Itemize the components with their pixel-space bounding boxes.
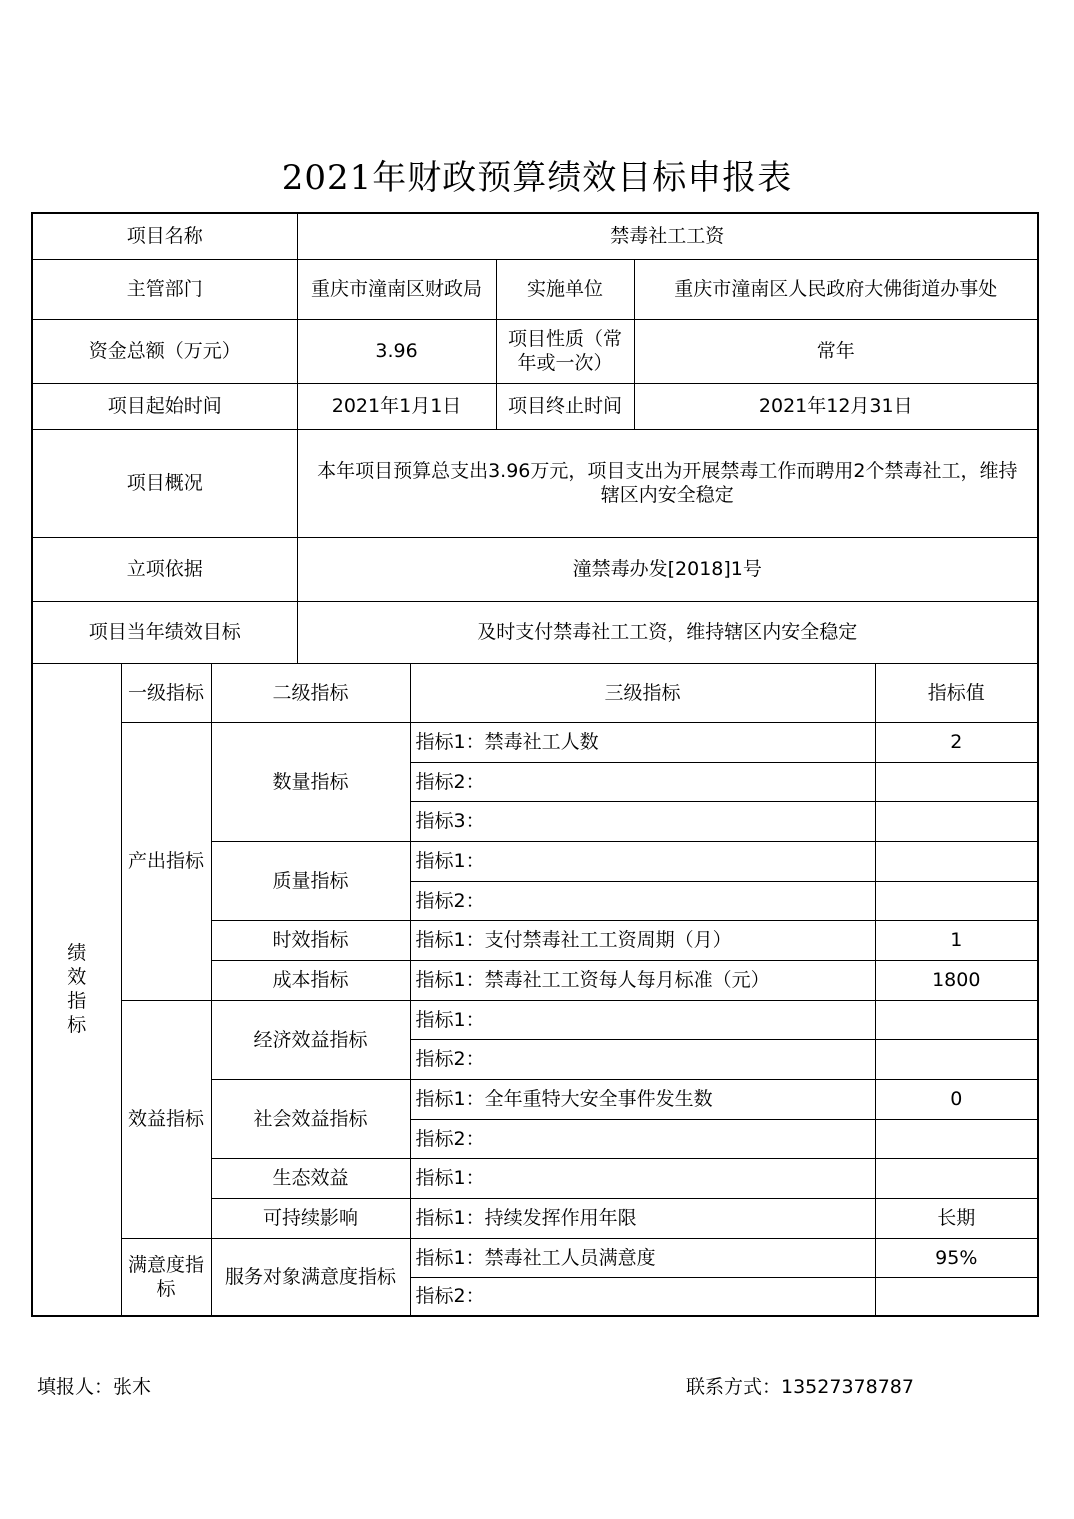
header-level1: 一级指标 [121,663,211,722]
indicator-name: 指标1： [410,841,875,881]
output-indicators-label: 产出指标 [121,722,211,1000]
indicator-value [875,841,1038,881]
indicator-value: 长期 [875,1198,1038,1238]
service-satisfaction-label: 服务对象满意度指标 [211,1238,410,1316]
indicator-name: 指标2： [410,881,875,920]
implementer-label: 实施单位 [496,259,634,319]
overview-label: 项目概况 [32,429,297,537]
satisfaction-indicators-label: 满意度指标 [121,1238,211,1316]
indicator-name: 指标2： [410,1119,875,1158]
indicator-value [875,1277,1038,1316]
social-indicators-label: 社会效益指标 [211,1079,410,1158]
indicator-name: 指标1： [410,1000,875,1039]
indicator-value: 1800 [875,960,1038,1000]
overview-value: 本年项目预算总支出3.96万元，项目支出为开展禁毒工作而聘用2个禁毒社工，维持辖区内安全稳定 [297,429,1038,537]
implementer-value: 重庆市潼南区人民政府大佛街道办事处 [634,259,1038,319]
basis-row [32,537,1038,601]
nature-label: 项目性质（常年或一次） [496,319,634,383]
indicator-value [875,801,1038,841]
indicator-name: 指标1：禁毒社工人员满意度 [410,1238,875,1277]
goal-value: 及时支付禁毒社工工资，维持辖区内安全稳定 [297,601,1038,663]
department-row [32,259,1038,319]
economic-indicators-label: 经济效益指标 [211,1000,410,1079]
indicator-value [875,1119,1038,1158]
goal-label: 项目当年绩效目标 [32,601,297,663]
overview-row [32,429,1038,537]
indicator-value: 0 [875,1079,1038,1119]
end-value: 2021年12月31日 [634,383,1038,429]
ecological-indicators-label: 生态效益 [211,1158,410,1198]
header-value: 指标值 [875,663,1038,722]
indicator-name: 指标1：持续发挥作用年限 [410,1198,875,1238]
time-row [32,383,1038,429]
indicator-name: 指标1： [410,1158,875,1198]
indicator-name: 指标2： [410,1277,875,1316]
indicator-value [875,1039,1038,1079]
funds-row [32,319,1038,383]
project-name-label: 项目名称 [32,213,297,259]
indicator-row [32,722,1038,762]
indicator-value [875,881,1038,920]
indicator-header-row [32,663,1038,722]
basis-value: 潼禁毒办发[2018]1号 [297,537,1038,601]
performance-indicators-text: 绩效指标 [67,942,87,1037]
indicator-value: 1 [875,920,1038,960]
indicator-name: 指标1：禁毒社工工资每人每月标准（元） [410,960,875,1000]
benefit-indicators-label: 效益指标 [121,1000,211,1238]
indicator-name: 指标1：全年重特大安全事件发生数 [410,1079,875,1119]
total-funds-label: 资金总额（万元） [32,319,297,383]
quality-indicators-label: 质量指标 [211,841,410,920]
indicator-value: 95% [875,1238,1038,1277]
header-level2: 二级指标 [211,663,410,722]
department-value: 重庆市潼南区财政局 [297,259,496,319]
quantity-indicators-label: 数量指标 [211,722,410,841]
cost-indicators-label: 成本指标 [211,960,410,1000]
performance-indicators-label [32,663,121,1316]
total-funds-value: 3.96 [297,319,496,383]
indicator-value [875,762,1038,801]
indicator-name: 指标1：禁毒社工人数 [410,722,875,762]
indicator-value: 2 [875,722,1038,762]
timeliness-indicators-label: 时效指标 [211,920,410,960]
indicator-name: 指标3： [410,801,875,841]
sustainable-indicators-label: 可持续影响 [211,1198,410,1238]
nature-value: 常年 [634,319,1038,383]
goal-row [32,601,1038,663]
indicator-row [32,1000,1038,1039]
end-label: 项目终止时间 [496,383,634,429]
start-value: 2021年1月1日 [297,383,496,429]
header-level3: 三级指标 [410,663,875,722]
contact-label: 联系方式：13527378787 [686,1376,914,1398]
indicator-name: 指标2： [410,1039,875,1079]
budget-form-table [31,212,1039,1317]
indicator-value [875,1158,1038,1198]
basis-label: 立项依据 [32,537,297,601]
project-name-row [32,213,1038,259]
project-name-value: 禁毒社工工资 [297,213,1038,259]
page-title: 2021年财政预算绩效目标申报表 [281,158,793,198]
indicator-name: 指标2： [410,762,875,801]
department-label: 主管部门 [32,259,297,319]
start-label: 项目起始时间 [32,383,297,429]
indicator-value [875,1000,1038,1039]
indicator-name: 指标1：支付禁毒社工工资周期（月） [410,920,875,960]
filler-label: 填报人：张木 [37,1376,152,1398]
indicator-row [32,1238,1038,1277]
